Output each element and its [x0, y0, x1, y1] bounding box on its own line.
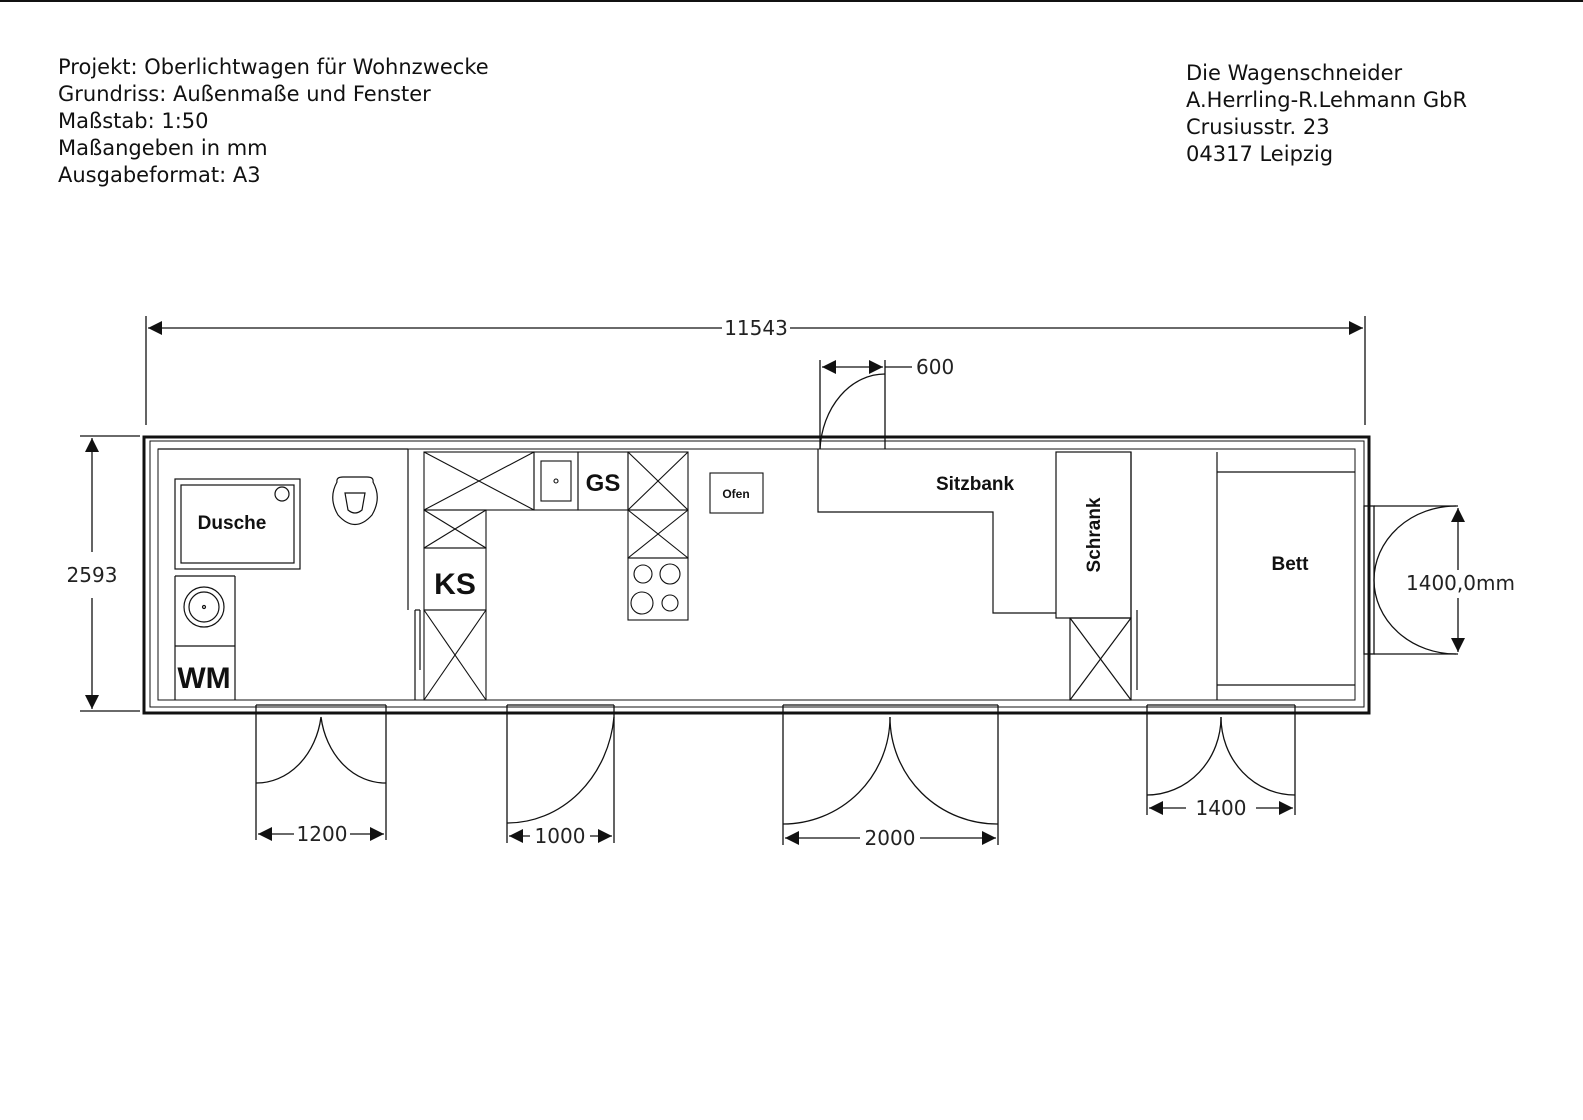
company-owners: A.Herrling-R.Lehmann GbR	[1186, 88, 1468, 112]
project-title: Projekt: Oberlichtwagen für Wohnzwecke	[58, 55, 489, 79]
dim-label-window-1: 1200	[296, 822, 348, 846]
window-2	[507, 705, 614, 843]
label-bench: Sitzbank	[935, 474, 1015, 495]
dim-label-window-3: 2000	[864, 826, 916, 850]
dim-label-end-door: 1400,0mm	[1406, 571, 1515, 595]
label-washing-machine: WM	[177, 662, 231, 695]
toilet-icon	[333, 477, 378, 525]
company-city: 04317 Leipzig	[1186, 142, 1334, 166]
wagon-outline	[144, 437, 1369, 713]
dim-label-total-length: 11543	[724, 316, 788, 340]
scale: Maßstab: 1:50	[58, 109, 209, 133]
units: Maßangeben in mm	[58, 136, 268, 160]
bed	[1217, 452, 1355, 700]
label-cabinet: Schrank	[1084, 497, 1105, 573]
window-1	[256, 705, 386, 840]
company-name: Die Wagenschneider	[1186, 61, 1403, 85]
company-street: Crusiusstr. 23	[1186, 115, 1330, 139]
dim-label-width: 2593	[66, 563, 118, 587]
label-dishwasher: GS	[585, 470, 621, 497]
plan-type: Grundriss: Außenmaße und Fenster	[58, 82, 431, 106]
window-3	[783, 705, 998, 845]
label-shower: Dusche	[197, 513, 267, 534]
label-oven: Ofen	[722, 487, 750, 501]
dim-label-roof-door: 600	[916, 355, 955, 379]
output-format: Ausgabeformat: A3	[58, 163, 261, 187]
dim-label-window-4: 1400	[1195, 796, 1247, 820]
label-fridge: KS	[434, 568, 476, 601]
label-bed: Bett	[1271, 554, 1309, 575]
cabinet	[1056, 452, 1137, 700]
dim-label-window-2: 1000	[534, 824, 586, 848]
